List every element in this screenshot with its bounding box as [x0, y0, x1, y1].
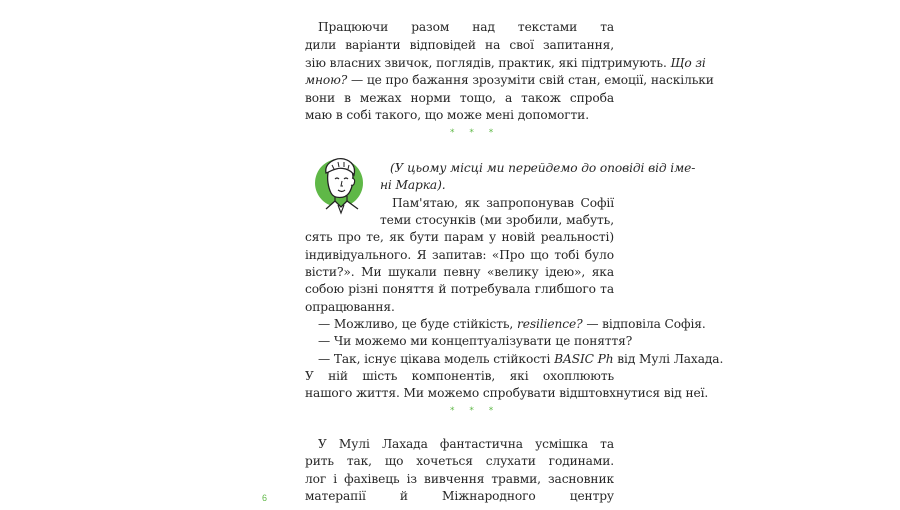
- dialogue-1-after: — відповіла Софія.: [586, 317, 706, 331]
- dialogue-1-italic: resilience?: [517, 317, 583, 331]
- para3-line-3: лог і фахівець із вивчення травми, засновник: [305, 472, 614, 486]
- para1-line-1: Працюючи разом над текстами та: [318, 20, 614, 34]
- para1-italic-question: Що зі: [670, 56, 706, 70]
- para1-line-6: маю в собі такого, що може мені допомогти.: [305, 108, 589, 122]
- dialogue-3-after: від Мулі Лахада.: [617, 352, 724, 366]
- para3-line-4: матерапії й Міжнародного центру: [305, 489, 614, 503]
- para2-intro-text-2: ні Марка).: [380, 178, 446, 192]
- para1-line-5: вони в межах норми тощо, а також спроба: [305, 91, 614, 105]
- para1-line-4-text: — це про бажання зрозуміти свій стан, емоції, наскільки: [351, 73, 714, 87]
- page-number: 6: [262, 493, 268, 503]
- dialogue-line-3: [318, 352, 723, 367]
- para2-line-4: індивідуального. Я запитав: «Про що тобі було: [305, 248, 614, 262]
- dialogue-line-2: — Чи можемо ми концептуалізувати це поняття?: [318, 334, 633, 348]
- section-separator-2: * * *: [450, 406, 500, 416]
- para1-line-3-text: зію власних звичок, поглядів, практик, які підтримують.: [305, 56, 667, 70]
- dialogue-3-italic: BASIC Ph: [554, 352, 614, 366]
- para2-line-7: опрацювання.: [305, 300, 395, 314]
- dialogue-line-1: [318, 317, 706, 332]
- para1-italic-question-end: мною?: [305, 73, 348, 87]
- para3-line-1: У Мулі Лахада фантастична усмішка та: [318, 437, 614, 451]
- para2-intro-line-2: [380, 178, 446, 193]
- para2-line-2: теми стосунків (ми зробили, мабуть,: [380, 213, 614, 227]
- dialogue-line-4: У ній шість компонентів, які охоплюють: [305, 369, 614, 383]
- para2-line-5: вісти?». Ми шукали певну «велику ідею», яка: [305, 265, 614, 279]
- dialogue-1-before: — Можливо, це буде стійкість,: [318, 317, 514, 331]
- para1-line-3: [305, 56, 706, 71]
- para1-line-4: [305, 73, 714, 88]
- para2-intro-line-1: [390, 161, 695, 176]
- para2-intro-text-1: (У цьому місці ми перейдемо до оповіді від іме-: [390, 161, 696, 175]
- para3-line-2: рить так, що хочеться слухати годинами.: [305, 454, 614, 468]
- dialogue-line-5: нашого життя. Ми можемо спробувати відштовхнутися від неї.: [305, 386, 709, 400]
- para2-line-3: сять про те, як бути парам у новій реальності): [305, 230, 614, 244]
- para2-line-6: собою різні поняття й потребувала глибшого та: [305, 282, 614, 296]
- boy-portrait-icon: [308, 153, 378, 215]
- para1-line-2: дили варіанти відповідей на свої запитання,: [305, 38, 614, 52]
- section-separator: * * *: [450, 128, 500, 138]
- dialogue-3-before: — Так, існує цікава модель стійкості: [318, 352, 551, 366]
- para2-line-1: Пам'ятаю, як запропонував Софії: [392, 196, 614, 210]
